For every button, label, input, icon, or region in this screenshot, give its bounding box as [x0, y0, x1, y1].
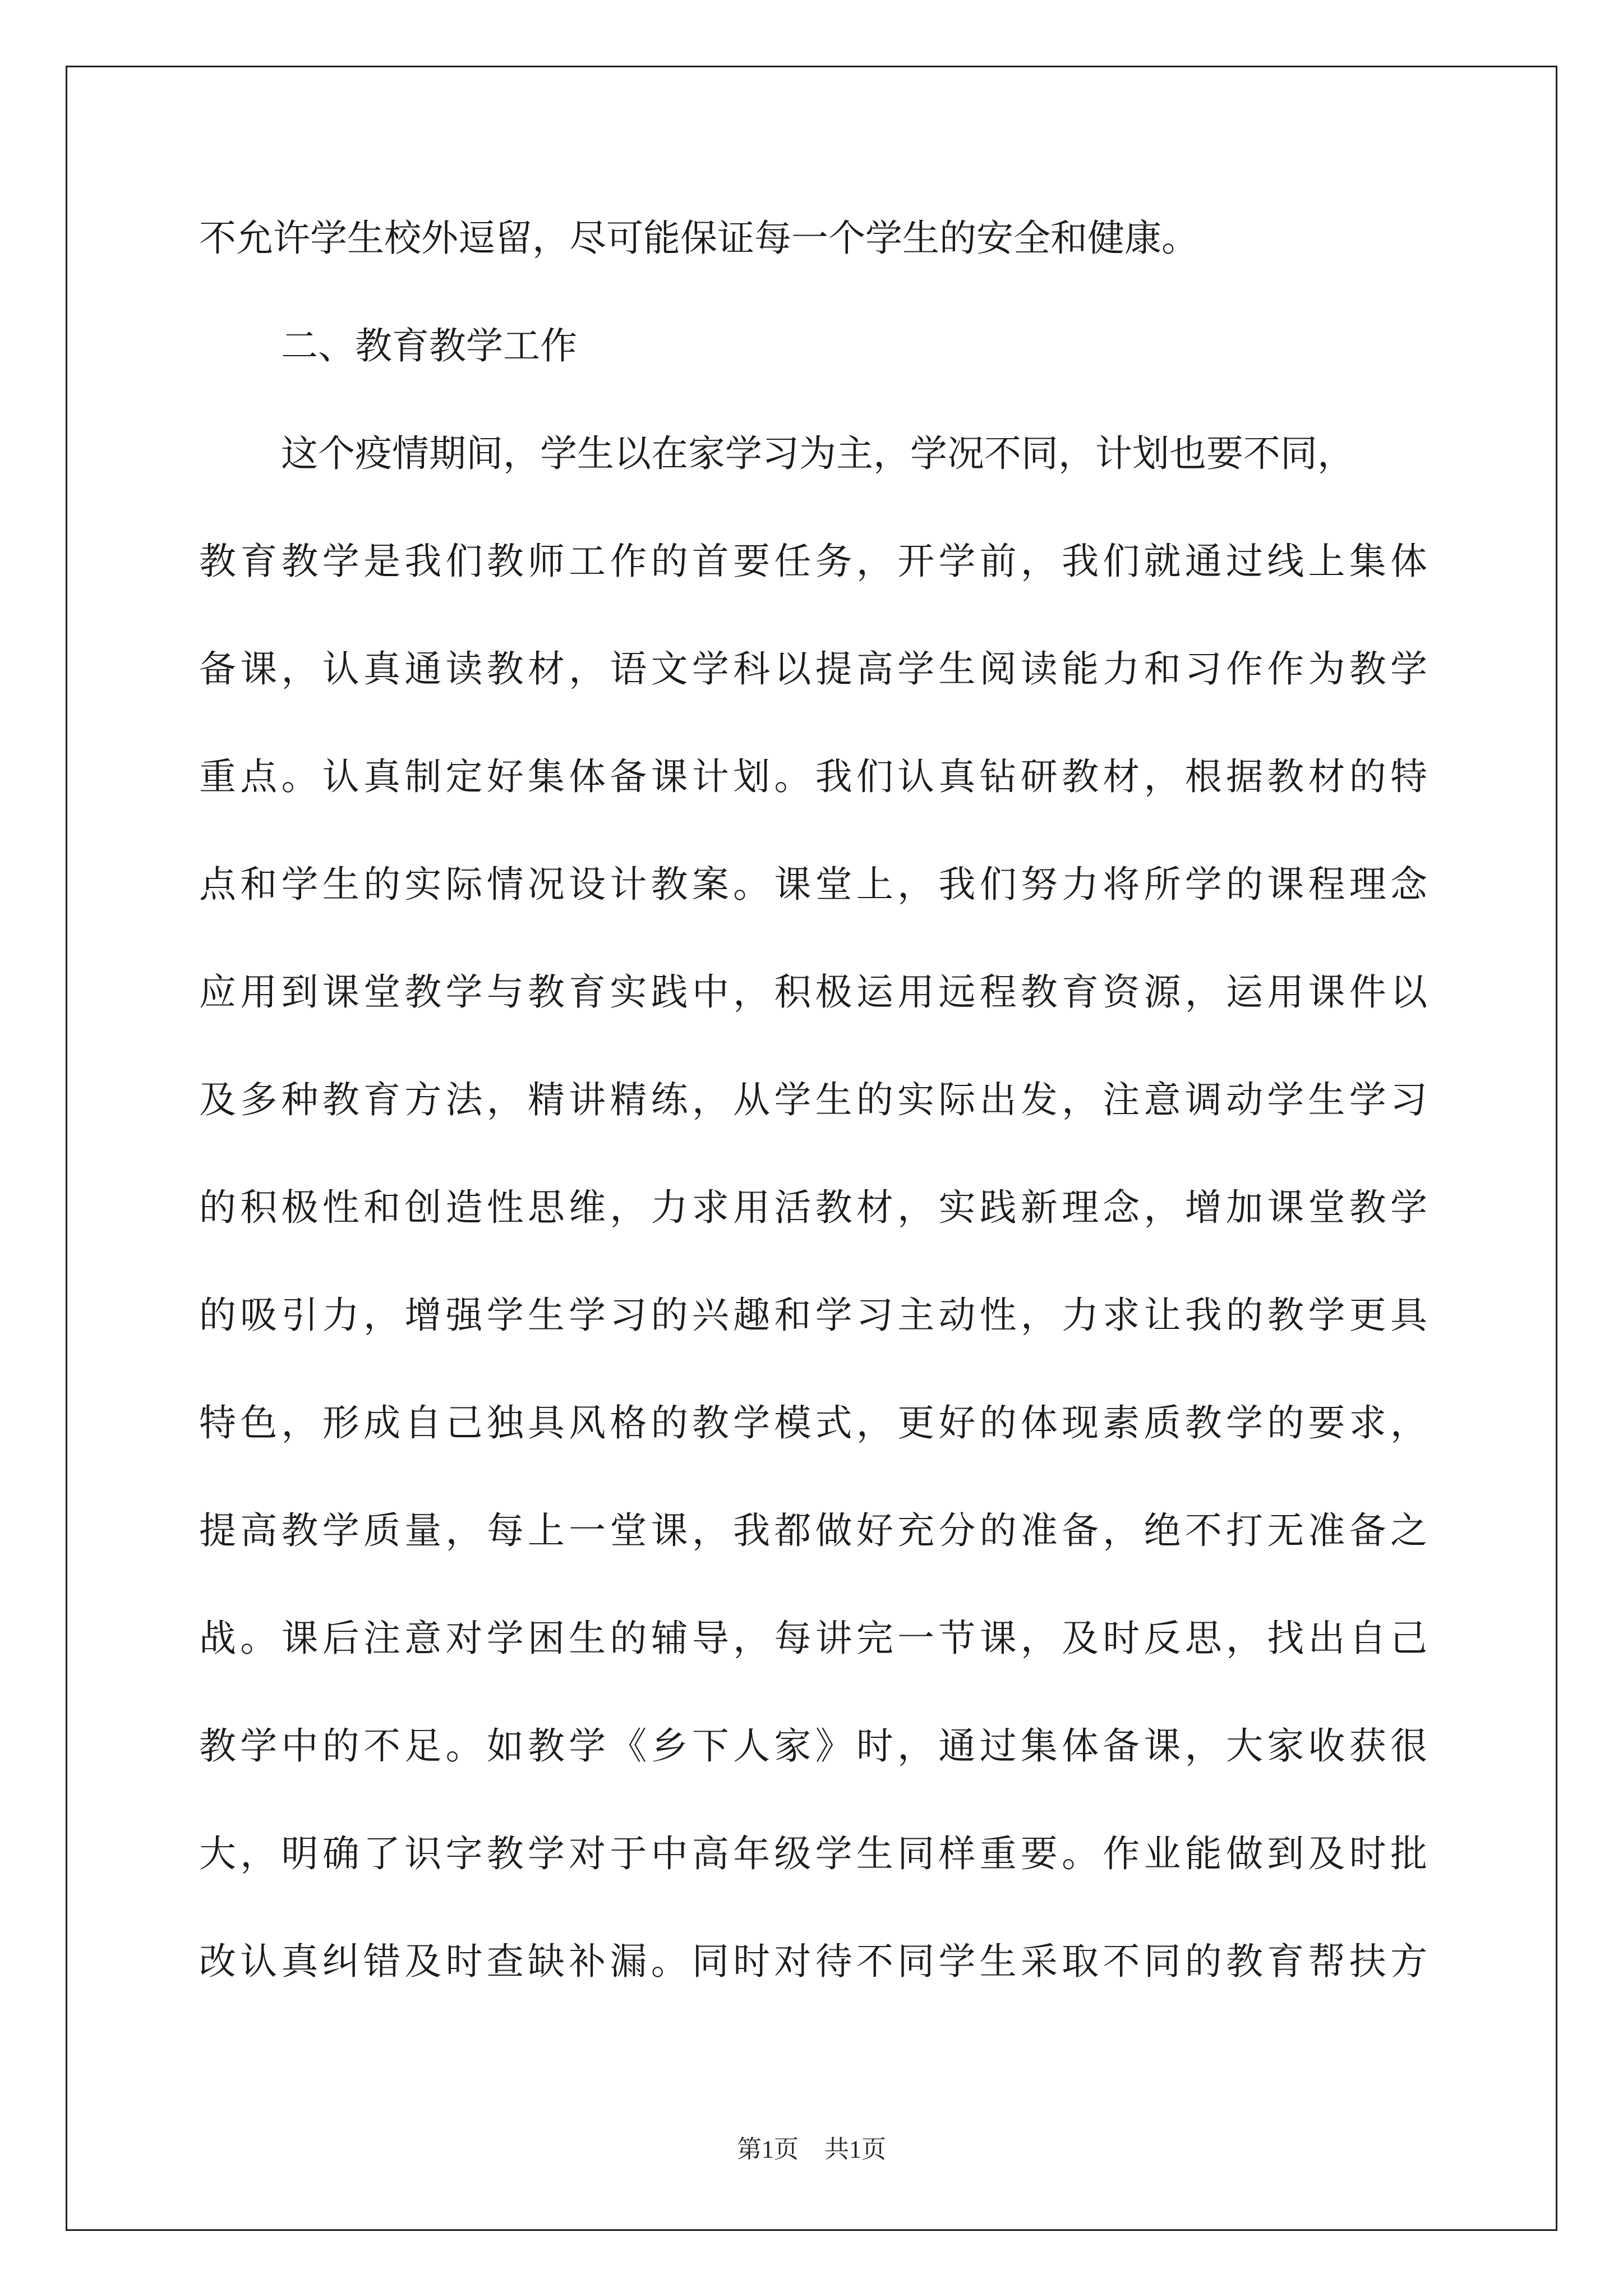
text-line: 的吸引力，增强学生学习的兴趣和学习主动性，力求让我的教学更具 — [199, 1294, 1427, 1337]
text-line: 点和学生的实际情况设计教案。课堂上，我们努力将所学的课程理念 — [199, 863, 1427, 906]
text-line: 教育教学是我们教师工作的首要任务，开学前，我们就通过线上集体 — [199, 540, 1427, 583]
text-line: 的积极性和创造性思维，力求用活教材，实践新理念，增加课堂教学 — [199, 1186, 1427, 1229]
page-total: 共1页 — [824, 2136, 886, 2163]
page-footer — [0, 2129, 1623, 2165]
text-line: 不允许学生校外逗留，尽可能保证每一个学生的安全和健康。 — [199, 217, 1198, 260]
text-line: 备课，认真通读教材，语文学科以提高学生阅读能力和习作作为教学 — [199, 647, 1427, 691]
text-line: 提高教学质量，每上一堂课，我都做好充分的准备，绝不打无准备之 — [199, 1509, 1427, 1552]
text-line: 及多种教育方法，精讲精练，从学生的实际出发，注意调动学生学习 — [199, 1078, 1427, 1121]
section-heading: 二、教育教学工作 — [281, 324, 577, 367]
text-line: 教学中的不足。如教学《乡下人家》时，通过集体备课，大家收获很 — [199, 1724, 1427, 1768]
text-line: 特色，形成自己独具风格的教学模式，更好的体现素质教学的要求， — [199, 1401, 1427, 1444]
text-line: 应用到课堂教学与教育实践中，积极运用远程教育资源，运用课件以 — [199, 970, 1427, 1014]
text-line: 重点。认真制定好集体备课计划。我们认真钻研教材，根据教材的特 — [199, 755, 1427, 798]
paragraph-first-line: 这个疫情期间，学生以在家学习为主，学况不同，计划也要不同， — [281, 432, 1354, 475]
text-line: 战。课后注意对学困生的辅导，每讲完一节课，及时反思，找出自己 — [199, 1617, 1427, 1660]
text-line: 改认真纠错及时查缺补漏。同时对待不同学生采取不同的教育帮扶方 — [199, 1940, 1427, 1983]
text-line: 大，明确了识字教学对于中高年级学生同样重要。作业能做到及时批 — [199, 1832, 1427, 1875]
page-border — [66, 66, 1557, 2231]
page-number: 第1页 — [737, 2136, 799, 2163]
